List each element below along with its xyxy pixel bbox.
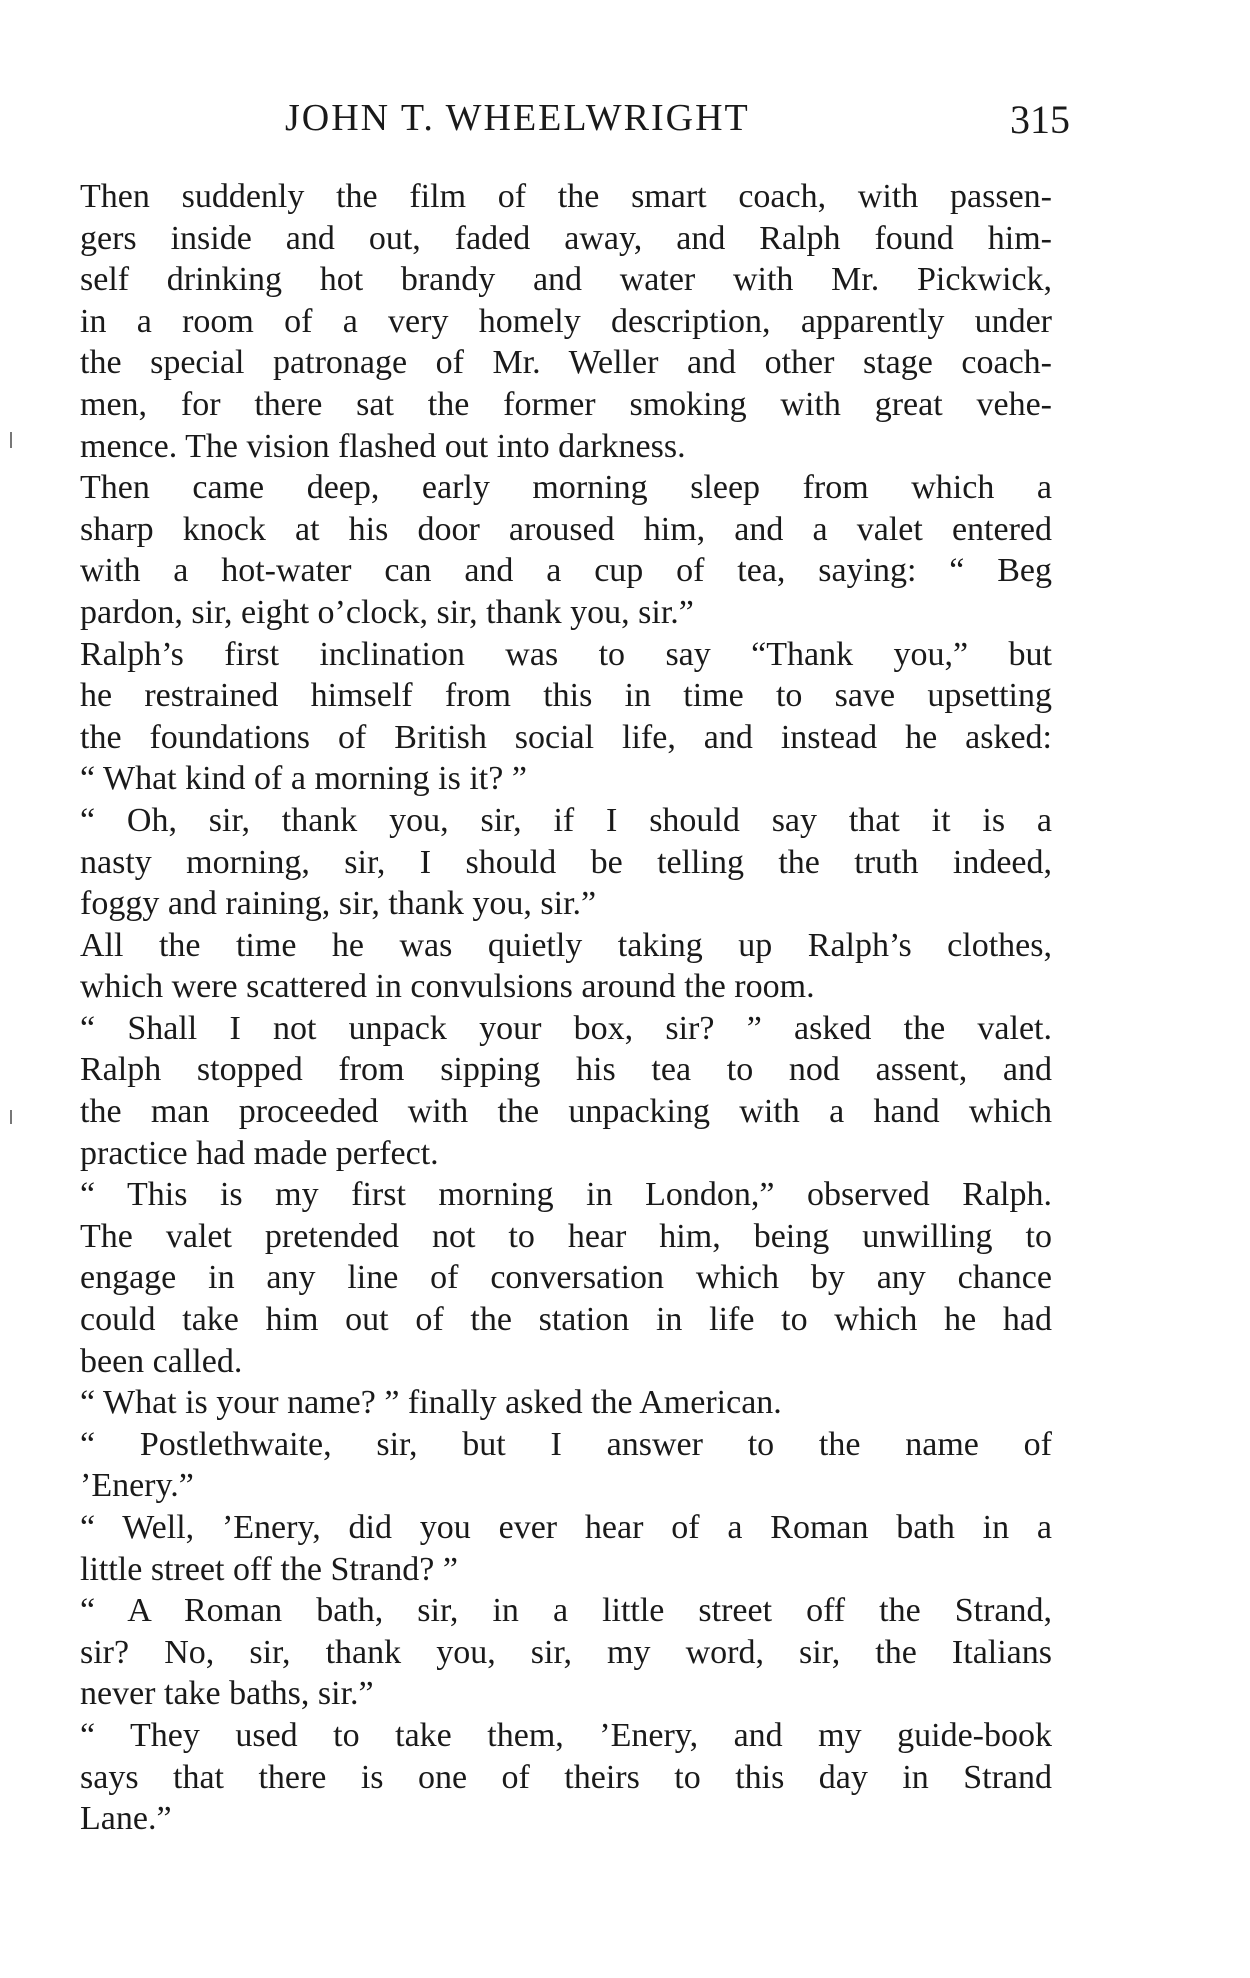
text-line: in a room of a very homely description, apparently under [80, 302, 1052, 340]
text-line: The valet pretended not to hear him, being unwilling to [80, 1217, 1052, 1255]
text-line: he restrained himself from this in time to save upsetting [80, 677, 1052, 715]
page-number: 315 [1010, 97, 1070, 142]
text-line: the foundations of British social life, and instead he asked: [80, 718, 1052, 756]
text-line: the man proceeded with the unpacking with a hand which [80, 1093, 1052, 1131]
text-line: with a hot-water can and a cup of tea, saying: “ Beg [80, 552, 1052, 590]
text-line: the special patronage of Mr. Weller and other stage coach- [80, 344, 1052, 382]
text-line: never take baths, sir.” [80, 1675, 374, 1713]
text-line: could take him out of the station in life to which he had [80, 1301, 1052, 1339]
text-line: “ Shall I not unpack your box, sir? ” asked the valet. [80, 1009, 1052, 1047]
running-title: JOHN T. WHEELWRIGHT [285, 97, 750, 139]
text-line: “ Postlethwaite, sir, but I answer to the name of [80, 1425, 1052, 1463]
text-line: says that there is one of theirs to this day in Strand [80, 1758, 1052, 1796]
text-line: sir? No, sir, thank you, sir, my word, sir, the Italians [80, 1633, 1052, 1671]
running-head [80, 96, 1070, 146]
text-line: Lane.” [80, 1800, 172, 1838]
text-line: “ Oh, sir, thank you, sir, if I should say that it is a [80, 801, 1052, 839]
text-line: practice had made perfect. [80, 1134, 439, 1172]
text-line: foggy and raining, sir, thank you, sir.” [80, 885, 597, 923]
text-line: “ Well, ’Enery, did you ever hear of a Roman bath in a [80, 1509, 1052, 1546]
text-line: “ They used to take them, ’Enery, and my guide-book [80, 1716, 1052, 1754]
text-line: Then came deep, early morning sleep from which a [80, 469, 1052, 507]
text-line: “ This is my first morning in London,” observed Ralph. [80, 1176, 1052, 1214]
text-line: pardon, sir, eight o’clock, sir, thank you, sir.” [80, 593, 694, 631]
text-line: All the time he was quietly taking up Ralph’s clothes, [80, 926, 1052, 964]
text-line: which were scattered in convulsions around the room. [80, 968, 815, 1006]
text-line: self drinking hot brandy and water with Mr. Pickwick, [80, 261, 1052, 299]
body-text [80, 176, 1052, 1840]
text-line: ’Enery.” [80, 1467, 194, 1505]
text-line: been called. [80, 1342, 243, 1380]
text-line: men, for there sat the former smoking with great vehe- [80, 385, 1052, 423]
text-line: nasty morning, sir, I should be telling the truth indeed, [80, 843, 1052, 881]
text-line: “ What kind of a morning is it? ” [80, 760, 527, 798]
text-line: Ralph stopped from sipping his tea to nod assent, and [80, 1051, 1052, 1089]
text-line: Ralph’s first inclination was to say “Thank you,” but [80, 635, 1052, 673]
margin-mark [10, 1110, 12, 1124]
text-line: Then suddenly the film of the smart coach, with passen- [80, 178, 1052, 215]
text-line: “ What is your name? ” finally asked the American. [80, 1384, 782, 1422]
text-line: engage in any line of conversation which by any chance [80, 1259, 1052, 1297]
text-line: sharp knock at his door aroused him, and a valet entered [80, 510, 1052, 548]
text-line: “ A Roman bath, sir, in a little street off the Strand, [80, 1592, 1052, 1630]
text-line: gers inside and out, faded away, and Ralph found him- [80, 219, 1052, 257]
text-line: little street off the Strand? ” [80, 1550, 458, 1588]
text-line: mence. The vision flashed out into darkness. [80, 427, 686, 465]
margin-mark [10, 432, 12, 448]
